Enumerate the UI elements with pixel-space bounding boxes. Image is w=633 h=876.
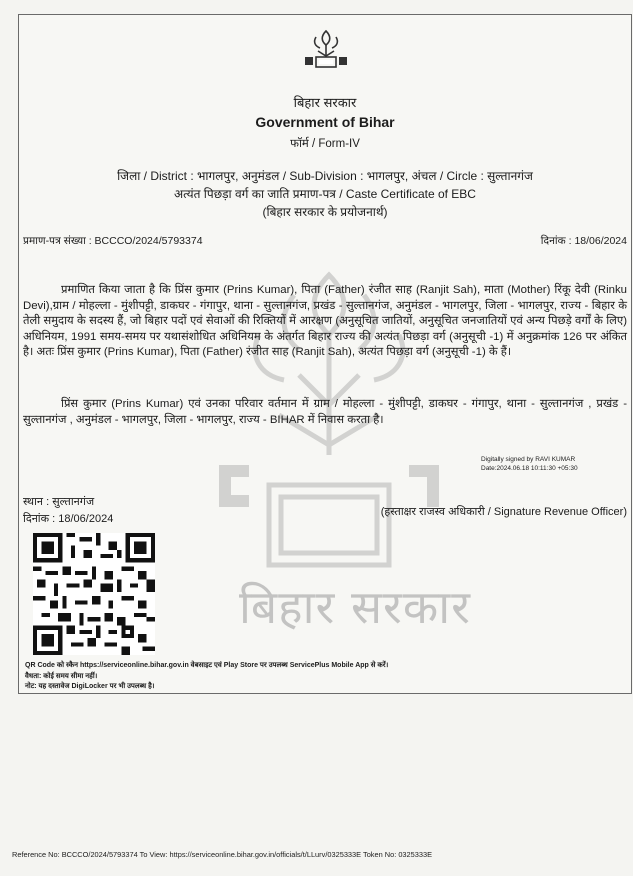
signatory-label: (हस्ताक्षर राजस्व अधिकारी / Signature Revenue Officer): [380, 506, 627, 518]
qr-code: [33, 533, 155, 655]
issue-date: दिनांक : 18/06/2024: [540, 235, 627, 247]
location-line: जिला / District : भागलपुर, अनुमंडल / Sub-Division : भागलपुर, अंचल / Circle : सुल्तानगंज: [117, 169, 533, 183]
place-label: स्थान : सुल्तानगंज: [23, 496, 95, 508]
digital-signature-block: [481, 455, 578, 473]
digital-signature-name: Digitally signed by RAVI KUMAR: [481, 456, 576, 463]
place-date: दिनांक : 18/06/2024: [23, 513, 114, 525]
header-title-english: Government of Bihar: [255, 114, 395, 130]
qr-note: QR Code को स्कैन https://serviceonline.bihar.gov.in वेबसाइट एवं Play Store पर उपलब्ध ServicePlus Mobile App से करें।: [25, 662, 389, 669]
certificate-purpose: (बिहार सरकार के प्रयोजनार्थ): [262, 205, 388, 219]
watermark-text: बिहार सरकार: [239, 580, 471, 634]
certificate-paragraph-2: प्रिंस कुमार (Prins Kumar) एवं उनका परिवार वर्तमान में ग्राम / मोहल्ला - मुंशीपट्टी, डाकघर - गंगापुर, थाना - सुल्तानगंज , प्रखंड - सुल्तानगंज , अनुमंडल - भागलपुर, जिला - भागलपुर, राज्य - BIHAR में निवास करता है।: [23, 398, 627, 426]
header-title-hindi: बिहार सरकार: [293, 95, 357, 110]
reference-footer: Reference No: BCCCO/2024/5793374 To View: https://serviceonline.bihar.gov.in/officials/t/LLurv/0325333E Token No: 0325333E: [12, 850, 433, 859]
digilocker-note: नोट: यह दस्तावेज DigiLocker पर भी उपलब्ध है।: [25, 683, 155, 690]
form-number: फॉर्म / Form-IV: [290, 138, 360, 150]
certificate-paragraph-1: प्रमाणित किया जाता है कि प्रिंस कुमार (Prins Kumar), पिता (Father) रंजीत साह (Ranjit Sah), माता (Mother) रिंकू देवी (Rinku Devi),ग्राम / मोहल्ला - मुंशीपट्टी, डाकघर - गंगापुर, थाना - सुल्तानगंज, प्रखंड - सुल्तानगंज, अनुमंडल - भागलपुर, जिला - भागलपुर, राज्य - बिहार के तेली समुदाय के सदस्य हैं, जो बिहार पदों एवं सेवाओं की रिक्तियों में आरक्षण (अनुसूचित जातियों, अनुसूचित जनजातियों एवं अन्य पिछड़े वर्गों के लिए) अधिनियम, 1991 समय-समय पर यथासंशोधित अधिनियम के अंतर्गत बिहार राज्य की अत्यंत पिछड़ा वर्ग (अनुसूची -1) में अनुक्रमांक 126 पर अंकित है। अतः प्रिंस कुमार (Prins Kumar), पिता (Father) रंजीत साह (Ranjit Sah), अत्यंत पिछड़ा वर्ग (अनुसूची -1) के हैं।: [23, 284, 627, 358]
digital-signature-date: Date:2024.06.18 10:11:30 +05:30: [481, 465, 578, 472]
certificate-title: अत्यंत पिछड़ा वर्ग का जाति प्रमाण-पत्र / Caste Certificate of EBC: [174, 187, 476, 201]
validity-note: वैधता: कोई समय सीमा नहीं।: [25, 673, 98, 680]
bihar-emblem-icon: [302, 27, 350, 75]
certificate-sheet: [18, 14, 632, 694]
certificate-number: प्रमाण-पत्र संख्या : BCCCO/2024/5793374: [23, 235, 203, 247]
